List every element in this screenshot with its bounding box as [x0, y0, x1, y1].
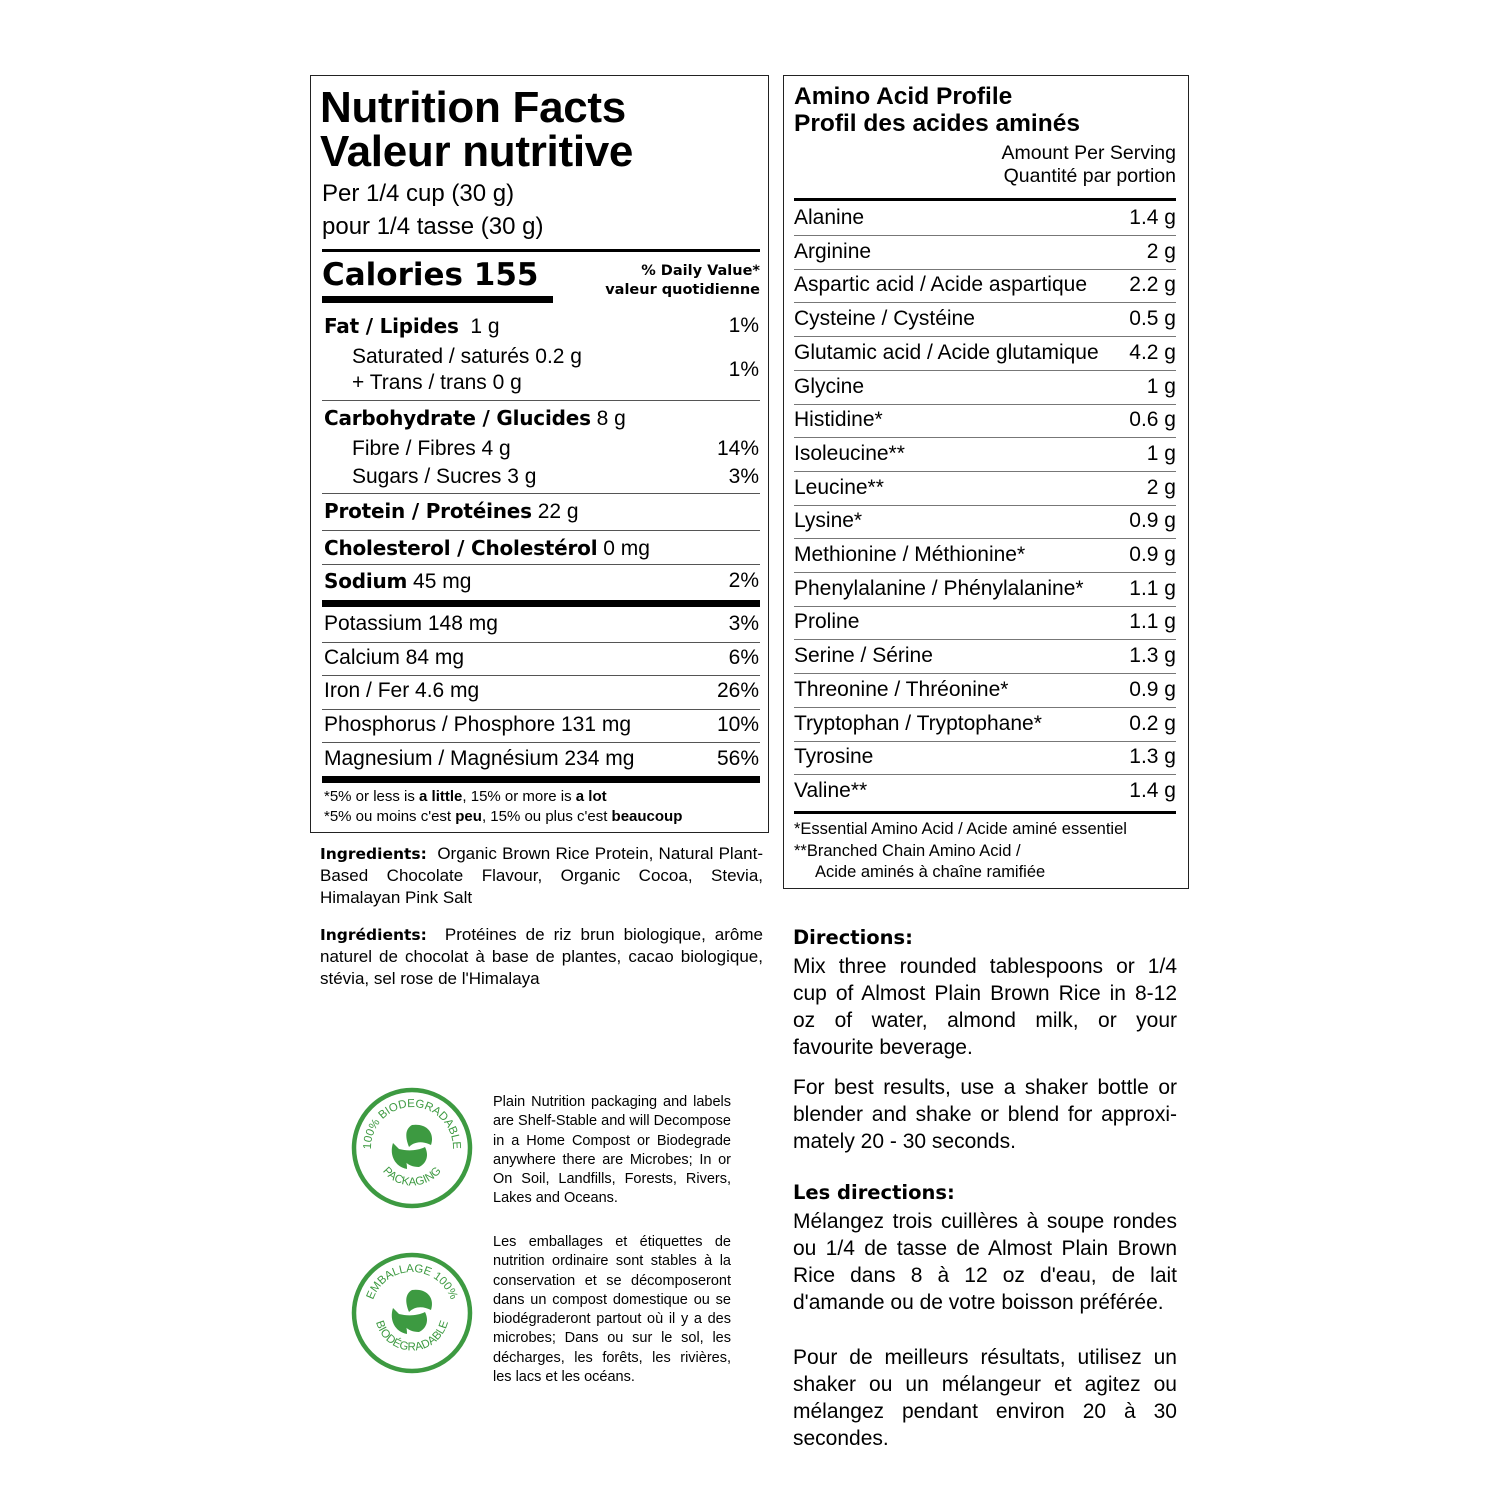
divider [322, 642, 760, 643]
amino-row [794, 708, 1176, 742]
protein-row [324, 498, 759, 525]
cholesterol-row [324, 535, 759, 562]
amino-row [794, 337, 1176, 371]
amino-name: Methionine / Méthionine* [794, 543, 1026, 566]
essential-footnote: *Essential Amino Acid / Acide aminé essentiel [794, 820, 1127, 838]
amino-row [794, 674, 1176, 708]
amino-row [794, 505, 1176, 539]
amino-value: 2.2 g [1129, 273, 1176, 297]
amino-value: 2 g [1146, 239, 1176, 263]
divider [794, 198, 1176, 201]
mineral-row [324, 746, 759, 772]
amino-name: Proline [794, 610, 860, 634]
divider [322, 742, 760, 743]
amino-row [794, 404, 1176, 438]
amino-value: 1.1 g [1129, 610, 1176, 634]
ingredients-text-en: Organic Brown Rice Protein, Natural Plant-Based Chocolate Flavour, Organic Cocoa, Stevia, Himalayan Pink Salt [320, 844, 763, 907]
amino-value: 0.9 g [1129, 509, 1176, 533]
calories: Calories 155 [322, 257, 539, 293]
amino-name: Serine / Sérine [794, 644, 933, 668]
directions-title-en: Directions: [793, 926, 913, 949]
emballage-biodegradable-badge-icon [349, 1250, 475, 1376]
carbohydrate-row [324, 405, 759, 432]
divider [322, 675, 760, 676]
mineral-row [324, 645, 759, 671]
svg-text:PACKAGING: PACKAGING [380, 1164, 444, 1189]
footnote-en: *5% or less is a little, 15% or more is a lot [324, 788, 607, 805]
packaging-text-fr: Les emballages et étiquettes de nutrition ordinaire sont stables à la conservation et se décomposeront dans un compost domestique ou se biodégraderont partout où il y a des microbes; Dans ou sur le sol, les décharges, les forêts, les rivières, les lacs et les océans. [493, 1234, 731, 1386]
amino-value: 0.9 g [1129, 677, 1176, 701]
amino-value: 1.3 g [1129, 644, 1176, 668]
amino-row [794, 236, 1176, 270]
fat-label: Fat / Lipides [324, 314, 459, 338]
amino-name: Valine** [794, 778, 868, 802]
nutrition-title-fr: Valeur nutritive [320, 127, 634, 176]
amino-value: 0.6 g [1129, 408, 1176, 432]
divider [322, 249, 760, 252]
amino-row [794, 606, 1176, 640]
amino-name: Arginine [794, 239, 872, 263]
ingredients-en [320, 843, 763, 909]
phosphorus-label: Phosphorus / Phosphore 131 mg [324, 713, 632, 736]
iron-dv: 26% [716, 679, 759, 702]
footnote-fr: *5% ou moins c'est peu, 15% ou plus c'est beaucoup [324, 808, 683, 825]
divider [322, 564, 760, 565]
calories-bar [322, 296, 553, 303]
amino-name: Glycine [794, 374, 865, 398]
sugars-label: Sugars / Sucres 3 g [352, 465, 537, 488]
ingredients-fr [320, 924, 763, 990]
amino-row [794, 741, 1176, 775]
cholesterol-amount: 0 mg [603, 537, 650, 560]
potassium-dv: 3% [728, 612, 759, 635]
amino-row [794, 202, 1176, 236]
divider [322, 400, 760, 401]
nutrition-title-en: Nutrition Facts [320, 83, 626, 132]
amino-name: Lysine* [794, 509, 863, 533]
amino-name: Phenylalanine / Phénylalanine* [794, 576, 1084, 600]
bcaa-footnote: **Branched Chain Amino Acid / [794, 842, 1021, 860]
fibre-label: Fibre / Fibres 4 g [352, 437, 511, 460]
mineral-row [324, 712, 759, 738]
amino-name: Tryptophan / Tryptophane* [794, 711, 1042, 735]
amino-value: 1 g [1146, 441, 1176, 465]
svg-text:100% BIODEGRADABLE: 100% BIODEGRADABLE [361, 1097, 463, 1150]
divider [322, 493, 760, 494]
svg-text:EMBALLAGE 100%: EMBALLAGE 100% [364, 1262, 460, 1302]
amino-value: 1.4 g [1129, 778, 1176, 802]
protein-label: Protein / Protéines [324, 499, 532, 523]
amount-per-serving-en: Amount Per Serving [1001, 142, 1176, 164]
biodegradable-packaging-badge-icon [349, 1085, 475, 1211]
amino-value: 2 g [1146, 475, 1176, 499]
amino-acid-table [783, 75, 1189, 889]
divider [794, 811, 1176, 814]
fat-row [324, 313, 759, 340]
magnesium-label: Magnesium / Magnésium 234 mg [324, 747, 635, 770]
amino-value: 4.2 g [1129, 340, 1176, 364]
fibre-dv: 14% [716, 437, 759, 460]
calcium-label: Calcium 84 mg [324, 646, 465, 669]
fibre-row [352, 436, 759, 462]
amino-title-fr: Profil des acides aminés [794, 110, 1080, 137]
directions-p2-fr: Pour de meilleurs résultats, utilisez un shaker ou un mélangeur et agitez ou mélangez pendant environ 20 à 30 secondes. [793, 1346, 1177, 1450]
divider [322, 530, 760, 531]
daily-value-header [605, 262, 760, 300]
amino-value: 1 g [1146, 374, 1176, 398]
amino-row [794, 775, 1176, 809]
directions-p2-en: For best results, use a shaker bottle or blender and shake or blend for approxi-mately 20 - 30 seconds. [793, 1076, 1177, 1153]
amino-name: Threonine / Thréonine* [794, 677, 1009, 701]
amino-row [794, 269, 1176, 303]
amino-value: 1.1 g [1129, 576, 1176, 600]
amino-name: Alanine [794, 206, 865, 229]
fat-amount: 1 g [470, 315, 500, 338]
amino-name: Leucine** [794, 475, 884, 499]
amino-name: Tyrosine [794, 745, 874, 769]
carbohydrate-label: Carbohydrate / Glucides [324, 406, 591, 430]
potassium-label: Potassium 148 mg [324, 612, 498, 635]
amino-value: 0.9 g [1129, 543, 1176, 566]
calcium-dv: 6% [728, 646, 759, 669]
sodium-dv: 2% [728, 569, 759, 592]
amino-name: Histidine* [794, 408, 883, 432]
carbohydrate-amount: 8 g [596, 407, 626, 430]
amino-value: 1.4 g [1129, 206, 1176, 229]
sodium-label: Sodium [324, 569, 408, 593]
saturated-dv: 1% [728, 358, 759, 381]
divider [322, 600, 760, 607]
daily-value-fr: valeur quotidienne [605, 282, 760, 298]
amino-value: 0.5 g [1129, 307, 1176, 331]
cholesterol-label: Cholesterol / Cholestérol [324, 536, 598, 560]
saturated-label: Saturated / saturés 0.2 g [352, 345, 582, 368]
daily-value-en: % Daily Value* [641, 263, 760, 279]
sodium-amount: 45 mg [413, 570, 472, 593]
mineral-row [324, 678, 759, 704]
bcaa-footnote-fr: Acide aminés à chaîne ramifiée [815, 863, 1046, 881]
sugars-dv: 3% [728, 465, 759, 488]
saturated-row [352, 344, 759, 396]
ingredients-label-fr: Ingrédients: [320, 926, 427, 944]
amino-row [794, 573, 1176, 607]
amino-name: Cysteine / Cystéine [794, 307, 975, 331]
amino-name: Glutamic acid / Acide glutamique [794, 340, 1099, 364]
sodium-row [324, 568, 759, 595]
trans-label: + Trans / trans 0 g [352, 371, 522, 394]
phosphorus-dv: 10% [716, 713, 759, 736]
ingredients-text-fr: Protéines de riz brun biologique, arôme naturel de chocolat à base de plantes, cacao biologique, stévia, sel rose de l'Himalaya [320, 925, 763, 988]
fat-dv: 1% [728, 314, 759, 337]
serving-size-en: Per 1/4 cup (30 g) [322, 180, 515, 207]
divider [322, 776, 760, 783]
ingredients-label-en: Ingredients: [320, 845, 427, 863]
directions-p1-en: Mix three rounded tablespoons or 1/4 cup of Almost Plain Brown Rice in 8-12 oz of water, almond milk, or your favourite beverage. [793, 955, 1177, 1059]
amino-row [794, 303, 1176, 337]
amino-row [794, 371, 1176, 405]
iron-label: Iron / Fer 4.6 mg [324, 679, 480, 702]
amino-row [794, 539, 1176, 573]
sugars-row [352, 464, 759, 490]
amino-value: 1.3 g [1129, 745, 1176, 769]
magnesium-dv: 56% [716, 747, 759, 770]
amino-name: Aspartic acid / Acide aspartique [794, 273, 1087, 297]
mineral-row [324, 611, 759, 637]
directions-p1-fr: Mélangez trois cuillères à soupe rondes ou 1/4 de tasse de Almost Plain Brown Rice dans 8 à 12 oz d'eau, de lait d'amande ou de votre boisson préférée. [793, 1210, 1177, 1314]
protein-amount: 22 g [537, 500, 579, 523]
amino-value: 0.2 g [1129, 711, 1176, 735]
amino-title-en: Amino Acid Profile [794, 83, 1013, 110]
amino-row [794, 640, 1176, 674]
nutrition-facts-table [310, 75, 769, 833]
directions-title-fr: Les directions: [793, 1181, 955, 1204]
serving-size-fr: pour 1/4 tasse (30 g) [322, 213, 544, 240]
amino-row [794, 472, 1176, 506]
amount-per-serving-fr: Quantité par portion [1003, 165, 1176, 187]
svg-text:BIODÉGRADABLE: BIODÉGRADABLE [372, 1319, 452, 1354]
amino-row [794, 438, 1176, 472]
amino-name: Isoleucine** [794, 441, 905, 465]
divider [322, 709, 760, 710]
packaging-text-en: Plain Nutrition packaging and labels are Shelf-Stable and will Decompose in a Home Compost or Biodegrade anywhere there are Microbes; In or On Soil, Landfills, Forests, Rivers, Lakes and Oceans. [493, 1094, 731, 1207]
